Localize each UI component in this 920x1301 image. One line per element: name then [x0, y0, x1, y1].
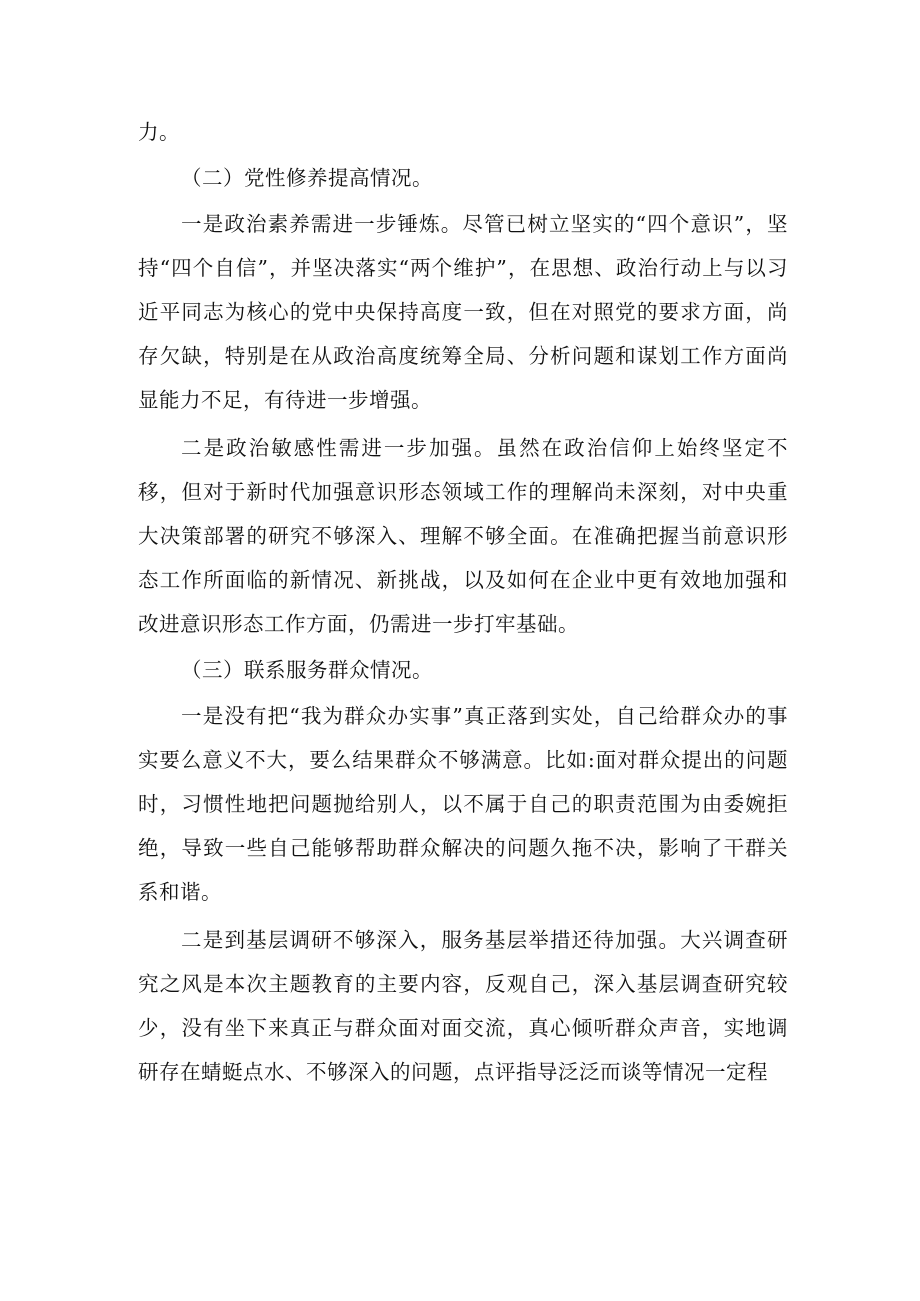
section-heading-serving-masses: （三）联系服务群众情况。: [181, 658, 434, 682]
paragraph-continuation: 力。: [138, 120, 180, 144]
paragraph-political-literacy: 一是政治素养需进一步锤炼。尽管已树立坚实的“四个意识”，坚持“四个自信”，并坚决落实“两个维护”，在思想、政治行动上与以习近平同志为核心的党中央保持高度一致，但在对照党的要求方面，尚存欠缺，特别是在从政治高度统筹全局、分析问题和谋划工作方面尚显能力不足，有待进一步增强。: [138, 212, 788, 412]
section-heading-party-spirit: （二）党性修养提高情况。: [181, 166, 434, 190]
paragraph-political-sensitivity: 二是政治敏感性需进一步加强。虽然在政治信仰上始终坚定不移，但对于新时代加强意识形态领域工作的理解尚未深刻，对中央重大决策部署的研究不够深入、理解不够全面。在准确把握当前意识形态工作所面临的新情况、新挑战，以及如何在企业中更有效地加强和改进意识形态工作方面，仍需进一步打牢基础。: [138, 436, 788, 636]
paragraph-practical-matters: 一是没有把“我为群众办实事”真正落到实处，自己给群众办的事实要么意义不大，要么结果群众不够满意。比如:面对群众提出的问题时，习惯性地把问题抛给别人，以不属于自己的职责范围为由委婉拒绝，导致一些自己能够帮助群众解决的问题久拖不决，影响了干群关系和谐。: [138, 704, 788, 904]
paragraph-grassroots-research: 二是到基层调研不够深入，服务基层举措还待加强。大兴调查研究之风是本次主题教育的主要内容，反观自己，深入基层调查研究较少，没有坐下来真正与群众面对面交流，真心倾听群众声音，实地调研存在蜻蜓点水、不够深入的问题，点评指导泛泛而谈等情况一定程: [138, 928, 788, 1084]
document-body: [138, 110, 788, 1094]
